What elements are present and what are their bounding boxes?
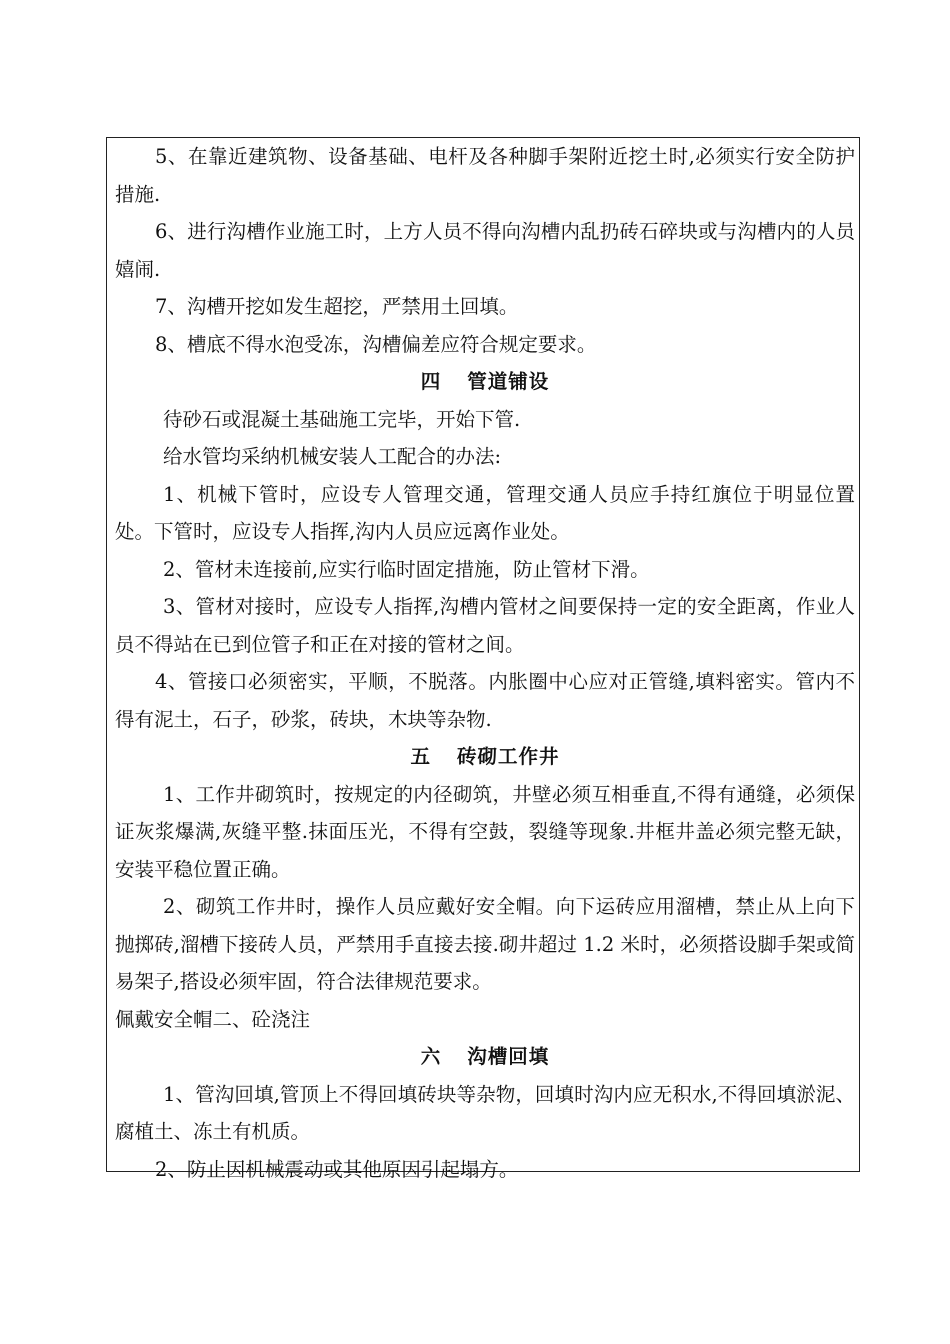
paragraph: 6、进行沟槽作业施工时，上方人员不得向沟槽内乱扔砖石碎块或与沟槽内的人员嬉闹. [115, 220, 855, 281]
paragraph: 8、槽底不得水泡受冻，沟槽偏差应符合规定要求。 [155, 332, 597, 356]
section-heading [115, 738, 855, 776]
section-number: 六 [420, 1045, 442, 1068]
section-heading [115, 1038, 855, 1076]
section-title: 管道铺设 [467, 370, 550, 393]
paragraph: 3、管材对接时，应设专人指挥,沟槽内管材之间要保持一定的安全距离，作业人员不得站在已到位管子和正在对接的管材之间。 [115, 595, 855, 656]
section-number: 四 [420, 370, 442, 393]
paragraph: 2、防止因机械震动或其他原因引起塌方。 [155, 1157, 519, 1181]
note-line: 佩戴安全帽二、砼浇注 [115, 1007, 311, 1031]
paragraph: 1、工作井砌筑时，按规定的内径砌筑，井壁必须互相垂直,不得有通缝，必须保证灰浆爆满,灰缝平整.抹面压光，不得有空鼓，裂缝等现象.井框井盖必须完整无缺，安装平稳位置正确。 [115, 782, 855, 881]
section-title: 砖砌工作井 [457, 745, 560, 768]
paragraph: 2、砌筑工作井时，操作人员应戴好安全帽。向下运砖应用溜槽，禁止从上向下抛掷砖,溜槽下接砖人员，严禁用手直接去接.砌井超过 1.2 米时，必须搭设脚手架或简易架子,搭设必须牢固，符合法律规范要求。 [115, 895, 855, 993]
document-frame [106, 137, 860, 1181]
paragraph: 1、机械下管时，应设专人管理交通，管理交通人员应手持红旗位于明显位置处。下管时，应设专人指挥,沟内人员应远离作业处。 [115, 482, 855, 543]
paragraph: 1、管沟回填,管顶上不得回填砖块等杂物，回填时沟内应无积水,不得回填淤泥、腐植土、冻土有机质。 [115, 1082, 855, 1143]
section-number: 五 [410, 745, 431, 768]
paragraph: 4、管接口必须密实，平顺，不脱落。内胀圈中心应对正管缝,填料密实。管内不得有泥土，石子，砂浆，砖块，木块等杂物. [115, 670, 855, 731]
section-heading [115, 363, 855, 401]
paragraph: 2、管材未连接前,应实行临时固定措施，防止管材下滑。 [163, 557, 650, 581]
paragraph: 待砂石或混凝土基础施工完毕，开始下管. [163, 407, 521, 431]
paragraph: 给水管均采纳机械安装人工配合的办法: [163, 445, 502, 468]
paragraph: 5、在靠近建筑物、设备基础、电杆及各种脚手架附近挖土时,必须实行安全防护措施. [115, 145, 855, 206]
section-title: 沟槽回填 [467, 1045, 550, 1068]
document-body [115, 138, 855, 1188]
paragraph: 7、沟槽开挖如发生超挖，严禁用土回填。 [155, 295, 519, 318]
